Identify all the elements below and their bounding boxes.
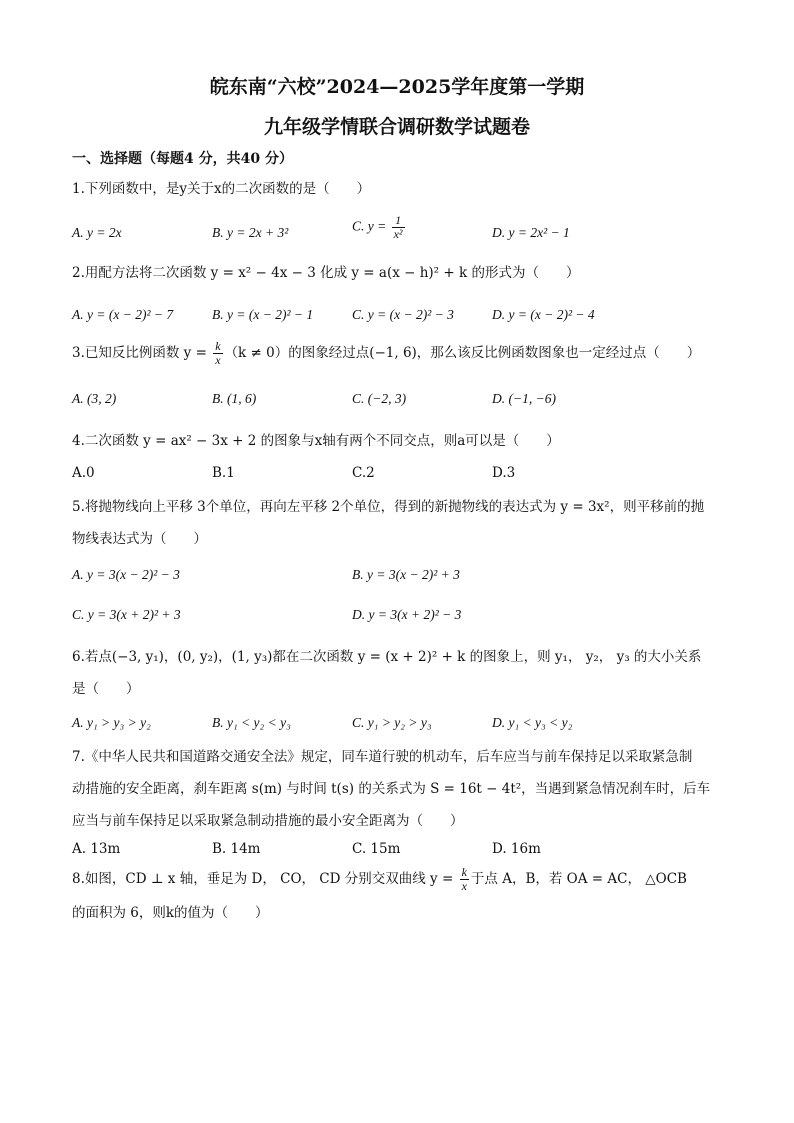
exam-title-line1: 皖东南“六校”2024—2025学年度第一学期	[209, 76, 585, 98]
question-8-stem-line1	[72, 866, 687, 893]
section-heading: 一、选择题（每题4 分，共40 分）	[72, 151, 293, 167]
question-4-option-a: A.0	[72, 465, 95, 481]
question-6-stem-line1: 6.若点(−3, y₁)，(0, y₂)，(1, y₃)都在二次函数 y = (x + 2)² + k 的图象上，则 y₁， y₂， y₃ 的大小关系	[72, 649, 702, 665]
question-1-option-d: D. y = 2x² − 1	[492, 225, 570, 240]
question-6-option-b: B. y₁ < y₂ < y₃	[212, 715, 291, 730]
question-5-stem-line2: 物线表达式为（ ）	[72, 531, 207, 547]
stem-suffix: 于点 A，B，若 OA = AC， △OCB	[470, 871, 687, 887]
option-c-prefix: C. y =	[352, 218, 390, 234]
question-5-stem-line1: 5.将抛物线向上平移 3个单位，再向左平移 2个单位，得到的新抛物线的表达式为 y = 3x²，则平移前的抛	[72, 499, 705, 515]
question-5-option-c: C. y = 3(x + 2)² + 3	[72, 607, 181, 622]
question-1-option-b: B. y = 2x + 3²	[212, 225, 289, 240]
question-2-option-b: B. y = (x − 2)² − 1	[212, 307, 314, 322]
fraction-numerator: k	[461, 865, 467, 879]
question-7-stem-line2: 动措施的安全距离，刹车距离 s(m) 与时间 t(s) 的关系式为 S = 16t − 4t²，当遇到紧急情况刹车时，后车	[72, 781, 711, 797]
question-5-option-b: B. y = 3(x − 2)² + 3	[352, 567, 460, 582]
fraction-denominator: x²	[393, 227, 403, 241]
question-6-option-a: A. y₁ > y₃ > y₂	[72, 715, 151, 730]
question-1-stem: 1.下列函数中，是y关于x的二次函数的是（ ）	[72, 181, 371, 197]
question-2-option-a: A. y = (x − 2)² − 7	[72, 307, 174, 322]
question-7-option-b: B. 14m	[212, 841, 261, 857]
question-4-option-c: C.2	[352, 465, 375, 481]
question-8-stem-line2: 的面积为 6，则k的值为（ ）	[72, 905, 269, 921]
question-6-option-d: D. y₁ < y₃ < y₂	[492, 715, 573, 730]
question-3-option-d: D. (−1, −6)	[492, 391, 556, 406]
question-7-option-d: D. 16m	[492, 841, 541, 857]
fraction	[460, 866, 469, 893]
question-3-option-b: B. (1, 6)	[212, 391, 257, 406]
fraction	[213, 340, 222, 367]
question-7-stem-line3: 应当与前车保持足以采取紧急制动措施的最小安全距离为（ ）	[72, 813, 464, 829]
question-4-option-d: D.3	[492, 465, 516, 481]
question-1-option-c	[352, 214, 407, 241]
question-3-option-a: A. (3, 2)	[72, 391, 117, 406]
question-7-option-a: A. 13m	[72, 841, 121, 857]
fraction-denominator: x	[215, 353, 221, 367]
question-2-option-d: D. y = (x − 2)² − 4	[492, 307, 595, 322]
question-3-stem	[72, 340, 700, 367]
question-1-option-a: A. y = 2x	[72, 225, 122, 240]
stem-prefix: 3.已知反比例函数 y =	[72, 345, 212, 361]
question-2-stem: 2.用配方法将二次函数 y = x² − 4x − 3 化成 y = a(x − h)² + k 的形式为（ ）	[72, 265, 580, 281]
stem-suffix: （k ≠ 0）的图象经过点(−1, 6)，那么该反比例函数图象也一定经过点（ ）	[224, 345, 701, 361]
fraction	[392, 214, 405, 241]
question-5-option-d: D. y = 3(x + 2)² − 3	[352, 607, 462, 622]
question-7-stem-line1: 7.《中华人民共和国道路交通安全法》规定，同车道行驶的机动车，后车应当与前车保持足以采取紧急制	[72, 749, 693, 765]
question-4-stem: 4.二次函数 y = ax² − 3x + 2 的图象与x轴有两个不同交点，则a可以是（ ）	[72, 433, 560, 449]
question-5-option-a: A. y = 3(x − 2)² − 3	[72, 567, 180, 582]
question-6-stem-line2: 是（ ）	[72, 681, 140, 697]
question-7-option-c: C. 15m	[352, 841, 401, 857]
question-2-option-c: C. y = (x − 2)² − 3	[352, 307, 454, 322]
fraction-denominator: x	[461, 879, 467, 893]
question-4-option-b: B.1	[212, 465, 235, 481]
question-6-option-c: C. y₁ > y₂ > y₃	[352, 715, 432, 730]
stem-prefix: 8.如图，CD ⊥ x 轴，垂足为 D， CO， CD 分别交双曲线 y =	[72, 871, 458, 887]
exam-title-line2: 九年级学情联合调研数学试题卷	[263, 116, 530, 138]
fraction-numerator: k	[215, 339, 221, 353]
question-3-option-c: C. (−2, 3)	[352, 391, 407, 406]
fraction-numerator: 1	[392, 214, 405, 228]
